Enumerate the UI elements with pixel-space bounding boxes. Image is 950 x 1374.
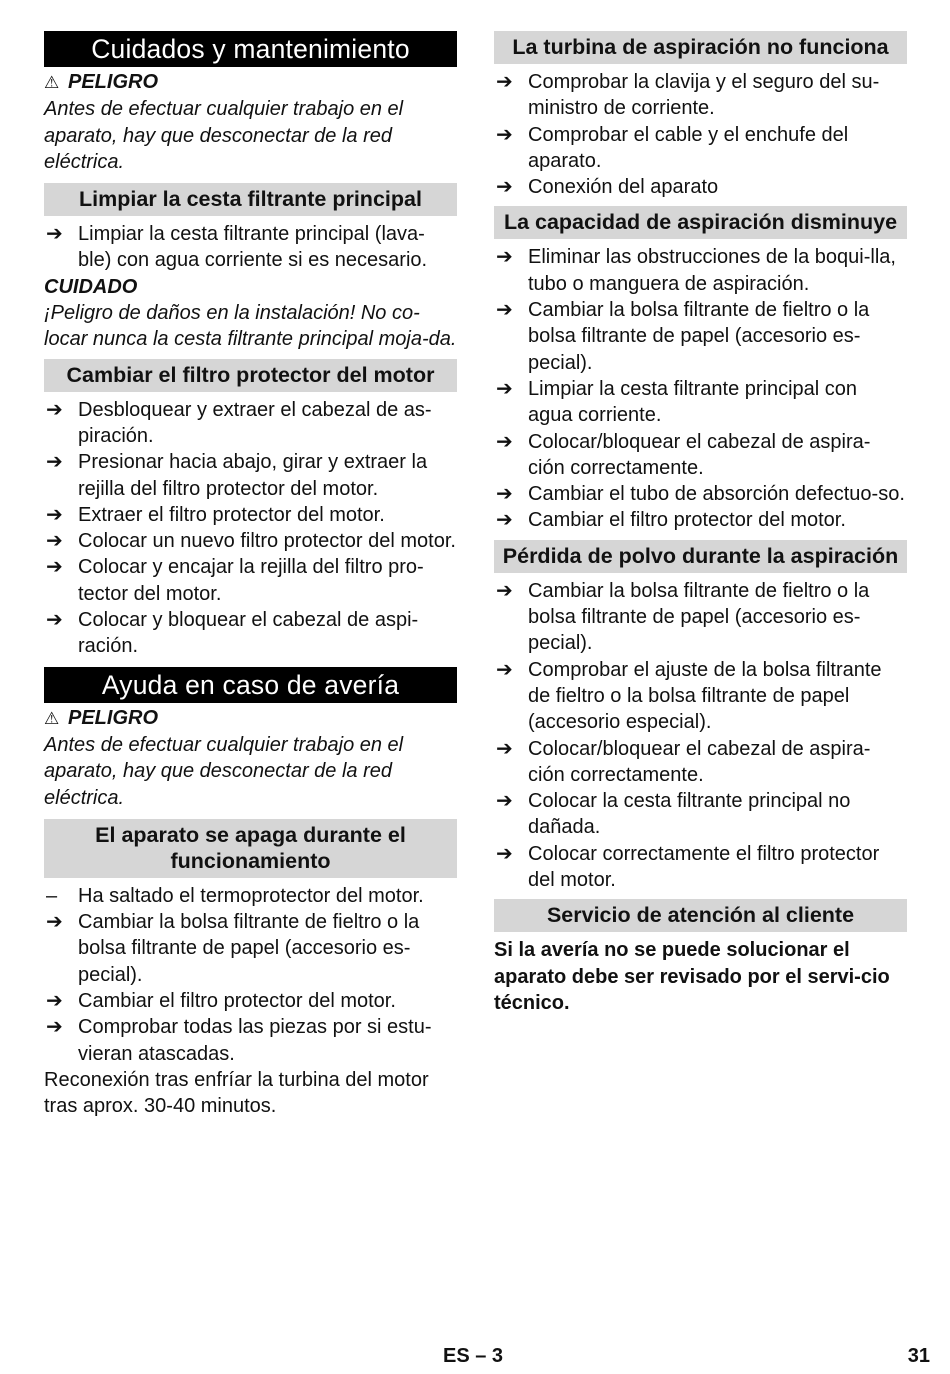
list-item: ➔ Limpiar la cesta filtrante principal (lava-ble) con agua corriente si es necesario. bbox=[46, 223, 428, 272]
danger-text-2: Antes de efectuar cualquier trabajo en el aparato, hay que desconectar de la red eléctrica. bbox=[44, 733, 404, 809]
caution-text: ¡Peligro de daños en la instalación! No co-locar nunca la cesta filtrante principal moja-da. bbox=[44, 302, 457, 351]
list-suction-decreases bbox=[494, 244, 907, 533]
list-item: ➔ Cambiar el filtro protector del motor. bbox=[494, 507, 907, 533]
list-item: ➔ Limpiar la cesta filtrante principal con agua corriente. bbox=[496, 377, 858, 427]
list-motor-filter bbox=[44, 397, 457, 660]
arrow-icon: ➔ bbox=[496, 246, 513, 269]
list-item: ➔ Extraer el filtro protector del motor. bbox=[44, 502, 457, 528]
arrow-icon: ➔ bbox=[46, 990, 63, 1013]
arrow-icon: ➔ bbox=[496, 737, 513, 760]
arrow-icon: ➔ bbox=[46, 398, 63, 421]
footer-page-number: 31 bbox=[907, 1345, 930, 1367]
list-item: ➔ Desbloquear y extraer el cabezal de as-piración. bbox=[46, 398, 432, 447]
list-item: – Ha saltado el termoprotector del motor. bbox=[44, 883, 457, 909]
list-item: ➔ Cambiar el filtro protector del motor. bbox=[44, 988, 457, 1014]
arrow-icon: ➔ bbox=[496, 123, 513, 146]
arrow-icon: ➔ bbox=[496, 430, 513, 453]
left-column bbox=[44, 31, 457, 1120]
arrow-icon: ➔ bbox=[496, 842, 513, 865]
section-title-care: Cuidados y mantenimiento bbox=[44, 31, 457, 67]
danger-label-2: ⚠ PELIGRO bbox=[44, 705, 457, 732]
arrow-icon: ➔ bbox=[496, 299, 513, 322]
list-item: ➔ Conexión del aparato bbox=[494, 174, 907, 200]
arrow-icon: ➔ bbox=[496, 377, 513, 400]
list-item: ➔ Colocar la cesta filtrante principal no dañada. bbox=[496, 790, 851, 839]
arrow-icon: ➔ bbox=[496, 509, 513, 532]
list-item: ➔ Comprobar todas las piezas por si estu-vieran atascadas. bbox=[46, 1016, 432, 1065]
arrow-icon: ➔ bbox=[46, 1016, 63, 1039]
arrow-icon: ➔ bbox=[46, 556, 63, 579]
list-item: ➔ Colocar/bloquear el cabezal de aspira-ción correctamente. bbox=[496, 737, 871, 786]
arrow-icon: ➔ bbox=[496, 71, 513, 93]
arrow-icon: ➔ bbox=[46, 609, 63, 632]
list-item: ➔ Presionar hacia abajo, girar y extraer la rejilla del filtro protector del motor. bbox=[46, 451, 428, 500]
subsection-title-customer-service: Servicio de atención al cliente bbox=[494, 899, 907, 932]
arrow-icon: ➔ bbox=[46, 451, 63, 474]
danger-label: ⚠ PELIGRO bbox=[44, 69, 457, 96]
section-title-troubleshooting: Ayuda en caso de avería bbox=[44, 667, 457, 703]
arrow-icon: ➔ bbox=[496, 176, 513, 199]
subsection-title-device-shuts-off: El aparato se apaga durante el funcionamiento bbox=[44, 819, 457, 878]
list-item: ➔ Comprobar la clavija y el seguro del su-ministro de corriente. bbox=[496, 71, 880, 120]
list-item: ➔ Cambiar la bolsa filtrante de fieltro o la bolsa filtrante de papel (accesorio es-pecial). bbox=[496, 299, 870, 374]
arrow-icon: ➔ bbox=[496, 483, 513, 506]
list-item: ➔ Colocar/bloquear el cabezal de aspira-ción correctamente. bbox=[496, 430, 871, 479]
list-item: ➔ Eliminar las obstrucciones de la boqui-lla, tubo o manguera de aspiración. bbox=[496, 246, 896, 295]
subsection-title-suction-decreases: La capacidad de aspiración disminuye bbox=[494, 206, 907, 239]
danger-text: Antes de efectuar cualquier trabajo en el aparato, hay que desconectar de la red eléctrica. bbox=[44, 98, 404, 173]
subsection-title-dust-loss: Pérdida de polvo durante la aspiración bbox=[494, 540, 907, 573]
subsection-title-clean-basket: Limpiar la cesta filtrante principal bbox=[44, 183, 457, 216]
customer-service-text: Si la avería no se puede solucionar el aparato debe ser revisado por el servi-cio técnico. bbox=[494, 939, 890, 1014]
list-item: ➔ Colocar y encajar la rejilla del filtro pro-tector del motor. bbox=[46, 556, 424, 605]
list-item: ➔ Colocar un nuevo filtro protector del motor. bbox=[44, 528, 457, 554]
list-item: ➔ Cambiar la bolsa filtrante de fieltro o la bolsa filtrante de papel (accesorio es-pecial). bbox=[496, 579, 870, 655]
arrow-icon: ➔ bbox=[46, 530, 63, 553]
list-device-shuts-off bbox=[44, 883, 457, 1067]
warning-icon: ⚠ bbox=[44, 73, 60, 92]
arrow-icon: ➔ bbox=[46, 223, 63, 246]
subsection-title-motor-filter: Cambiar el filtro protector del motor bbox=[44, 359, 457, 392]
reconnect-note: Reconexión tras enfríar la turbina del motor tras aprox. 30-40 minutos. bbox=[44, 1068, 429, 1118]
arrow-icon: ➔ bbox=[496, 790, 513, 813]
footer-section-label: ES – 3 bbox=[443, 1345, 504, 1367]
warning-icon: ⚠ bbox=[44, 708, 60, 728]
list-item: ➔ Comprobar el ajuste de la bolsa filtrante de fieltro o la bolsa filtrante de papel (accesorio especial). bbox=[496, 658, 882, 734]
list-item: ➔ Cambiar el tubo de absorción defectuo-so. bbox=[494, 481, 907, 507]
list-item: ➔ Colocar y bloquear el cabezal de aspi-ración. bbox=[46, 609, 419, 658]
right-column bbox=[494, 31, 907, 1016]
list-item: ➔ Colocar correctamente el filtro protector del motor. bbox=[496, 842, 880, 892]
list-clean-basket bbox=[44, 221, 457, 274]
subsection-title-turbine-not-working: La turbina de aspiración no funciona bbox=[494, 31, 907, 64]
list-item: ➔ Cambiar la bolsa filtrante de fieltro o la bolsa filtrante de papel (accesorio es-pecial). bbox=[46, 911, 420, 986]
caution-label: CUIDADO bbox=[44, 275, 138, 298]
arrow-icon: ➔ bbox=[496, 658, 513, 681]
list-dust-loss bbox=[494, 578, 907, 894]
arrow-icon: ➔ bbox=[46, 503, 63, 526]
list-item: ➔ Comprobar el cable y el enchufe del aparato. bbox=[496, 123, 849, 172]
dash-marker: – bbox=[46, 884, 58, 907]
arrow-icon: ➔ bbox=[496, 579, 513, 602]
arrow-icon: ➔ bbox=[46, 911, 63, 934]
list-turbine-not-working bbox=[494, 69, 907, 200]
